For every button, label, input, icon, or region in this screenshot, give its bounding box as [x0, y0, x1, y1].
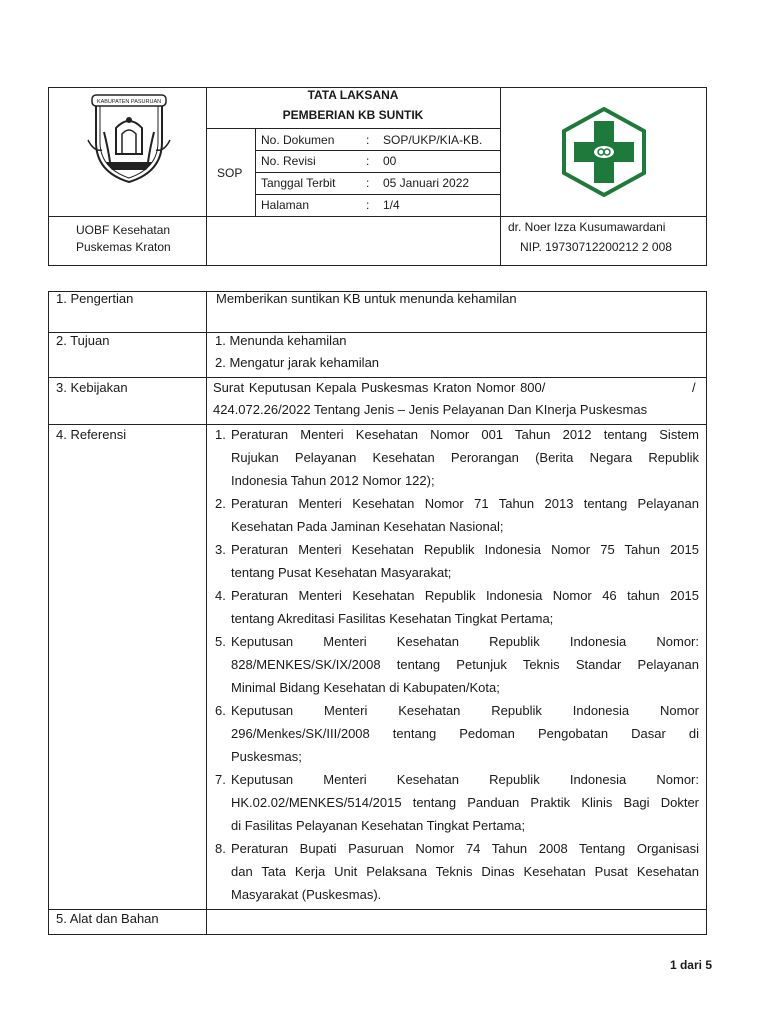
ref-line: Keputusan Menteri Kesehatan Republik Indonesia Nomor [231, 703, 699, 718]
field-sep: : [366, 133, 370, 147]
ref-line: Masyarakat (Puskesmas). [231, 887, 382, 902]
ref-line: Minimal Bidang Kesehatan di Kabupaten/Kota; [231, 680, 500, 695]
ref-line: Keputusan Menteri Kesehatan Republik Indonesia Nomor: [231, 634, 699, 649]
org-name-line1: UOBF Kesehatan [76, 223, 171, 237]
field-label-no-dokumen: No. Dokumen [261, 133, 335, 147]
section-label-referensi: 4. Referensi [56, 427, 127, 442]
ref-number: 6. [215, 703, 226, 718]
section-label-pengertian: 1. Pengertian [56, 291, 134, 306]
page-number: 1 dari 5 [669, 958, 712, 972]
ref-number: 5. [215, 634, 226, 649]
kebijakan-line1: Surat Keputusan Kepala Puskesmas Kraton Nomor 800/ [213, 380, 546, 395]
signer-name: dr. Noer Izza Kusumawardani [508, 220, 666, 234]
sop-label: SOP [217, 166, 243, 180]
ref-line: Indonesia Tahun 2012 Nomor 122); [231, 473, 435, 488]
ref-line: 828/MENKES/SK/IX/2008 tentang Petunjuk Teknis Standar Pelayanan [231, 657, 699, 672]
field-value-no-revisi: 00 [383, 154, 397, 168]
ref-line: dan Tata Kerja Unit Pelaksana Teknis Dinas Kesehatan Pusat Kesehatan [231, 864, 699, 879]
field-sep: : [366, 176, 370, 190]
field-sep: : [366, 154, 370, 168]
ref-line: Puskesmas; [231, 749, 302, 764]
logo-banner-text: KABUPATEN PASURUAN [96, 99, 162, 105]
pengertian-text: Memberikan suntikan KB untuk menunda kehamilan [216, 291, 517, 306]
ref-line: Rujukan Pelayanan Kesehatan Perorangan (Berita Negara Republik [231, 450, 699, 465]
ref-line: 296/Menkes/SK/III/2008 tentang Pedoman Pengobatan Dasar di [231, 726, 699, 741]
ref-line: Keputusan Menteri Kesehatan Republik Indonesia Nomor: [231, 772, 699, 787]
section-label-kebijakan: 3. Kebijakan [56, 380, 128, 395]
ref-line: HK.02.02/MENKES/514/2015 tentang Panduan Praktik Klinis Bagi Dokter [231, 795, 699, 810]
kebijakan-line1-end: / [692, 380, 696, 395]
ref-line: di Fasilitas Pelayanan Kesehatan Tingkat Pertama; [231, 818, 526, 833]
ref-number: 3. [215, 542, 226, 557]
kebijakan-line2: 424.072.26/2022 Tentang Jenis – Jenis Pelayanan Dan KInerja Puskesmas [213, 402, 648, 417]
ref-number: 7. [215, 772, 226, 787]
field-label-tanggal-terbit: Tanggal Terbit [261, 176, 336, 190]
ref-line: Peraturan Menteri Kesehatan Nomor 71 Tahun 2013 tentang Pelayanan [231, 496, 699, 511]
ref-number: 1. [215, 427, 226, 442]
field-value-no-dokumen: SOP/UKP/KIA-KB. [383, 133, 483, 147]
field-sep: : [366, 198, 370, 212]
doc-title-line1: TATA LAKSANA [307, 88, 399, 102]
ref-line: Peraturan Bupati Pasuruan Nomor 74 Tahun 2008 Tentang Organisasi [231, 841, 699, 856]
tujuan-item: 2. Mengatur jarak kehamilan [215, 355, 380, 370]
section-label-alat-bahan: 5. Alat dan Bahan [56, 911, 159, 926]
kabupaten-logo [86, 92, 172, 186]
org-name-line2: Puskemas Kraton [76, 240, 171, 254]
field-label-no-revisi: No. Revisi [261, 154, 316, 168]
ref-line: tentang Akreditasi Fasilitas Kesehatan Tingkat Pertama; [231, 611, 554, 626]
field-label-halaman: Halaman [261, 198, 310, 212]
ref-line: Peraturan Menteri Kesehatan Republik Indonesia Nomor 75 Tahun 2015 [231, 542, 699, 557]
ref-line: Kesehatan Pada Jaminan Kesehatan Nasional; [231, 519, 504, 534]
ref-number: 4. [215, 588, 226, 603]
field-value-tanggal-terbit: 05 Januari 2022 [383, 176, 470, 190]
ref-number: 8. [215, 841, 226, 856]
section-label-tujuan: 2. Tujuan [56, 333, 110, 348]
puskesmas-logo [560, 107, 648, 197]
doc-title-line2: PEMBERIAN KB SUNTIK [282, 108, 424, 122]
tujuan-item: 1. Menunda kehamilan [215, 333, 347, 348]
ref-line: tentang Pusat Kesehatan Masyarakat; [231, 565, 452, 580]
ref-number: 2. [215, 496, 226, 511]
signer-nip: NIP. 19730712200212 2 008 [520, 240, 672, 254]
ref-line: Peraturan Menteri Kesehatan Republik Indonesia Nomor 46 tahun 2015 [231, 588, 699, 603]
ref-line: Peraturan Menteri Kesehatan Nomor 001 Tahun 2012 tentang Sistem [231, 427, 699, 442]
field-value-halaman: 1/4 [383, 198, 400, 212]
